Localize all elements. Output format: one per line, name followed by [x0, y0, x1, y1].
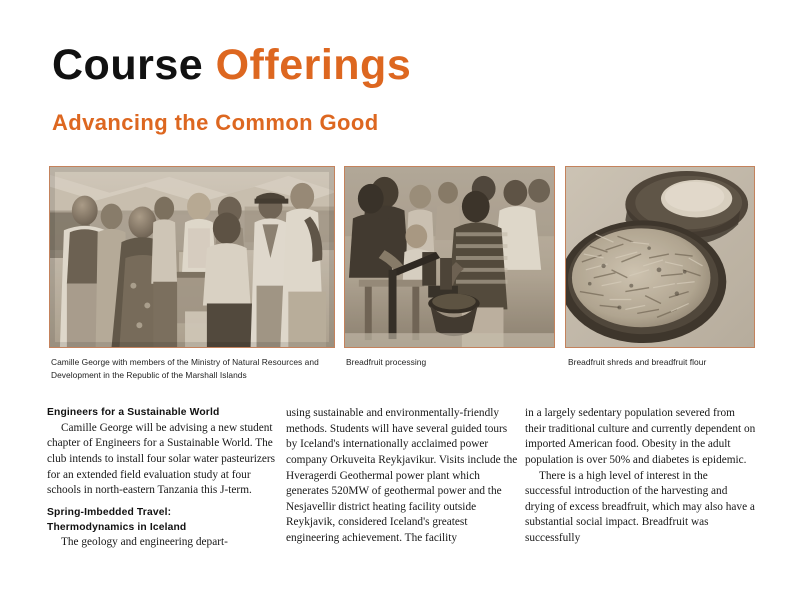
page-subtitle: Advancing the Common Good [52, 110, 379, 135]
photo-caption-2: Breadfruit processing [346, 357, 427, 367]
section-heading-spring-travel-line2: Thermodynamics in Iceland [47, 521, 187, 533]
page-title [52, 41, 752, 89]
article-body [47, 406, 757, 600]
photo-caption-3: Breadfruit shreds and breadfruit flour [568, 357, 707, 367]
photo-strip [49, 166, 755, 348]
page-title-word-2: Offerings [215, 41, 412, 89]
breadfruit-shreds-flour-photo [565, 166, 755, 348]
masthead [52, 41, 752, 136]
text-column-2 [286, 406, 518, 600]
text-column-3 [525, 406, 757, 600]
section-heading-spring-travel-line1: Spring-Imbedded Travel: [47, 506, 172, 518]
page-title-word-1: Course [52, 41, 204, 89]
paragraph: There is a high level of interest in the successful introduction of the harvesting and drying of excess breadfruit, which may also have a substantial social impact. Breadfruit was successfully [525, 469, 755, 545]
breadfruit-processing-photo [344, 166, 555, 348]
breadfruit-shreds-artwork [566, 167, 754, 347]
breadfruit-processing-artwork [345, 167, 554, 347]
group-photo-marshall-islands [49, 166, 335, 348]
paragraph: using sustainable and environmentally-friendly methods. Students will have several guided tours by Iceland's internationally acclaimed power company Orkuveita Reykjavikur. Visits include the Hveragerdi Geothermal power plant which generates 520MW of geothermal power and the Nesjavellir district heating facility outside Reykjavik, considered Iceland's greatest engineering achievement. The facility [286, 407, 518, 545]
section-heading-engineers: Engineers for a Sustainable World [47, 407, 220, 418]
paragraph: Camille George will be advising a new student chapter of Engineers for a Sustainable World. The club intends to install four solar water pasteurizers for an extended field evaluation study at four schools in north-eastern Tanzania this J-term. [47, 421, 276, 497]
paragraph: in a largely sedentary population severed from their traditional culture and currently dependent on imported American food. Obesity in the adult population is over 50% and diabetes is epidemic. [525, 407, 756, 466]
paragraph: The geology and engineering depart- [61, 536, 228, 549]
text-column-1 [47, 406, 279, 600]
photo-caption-1: Camille George with members of the Ministry of Natural Resources and Development in the Republic of the Marshall Islands [51, 357, 319, 381]
group-photo-artwork [50, 167, 334, 347]
